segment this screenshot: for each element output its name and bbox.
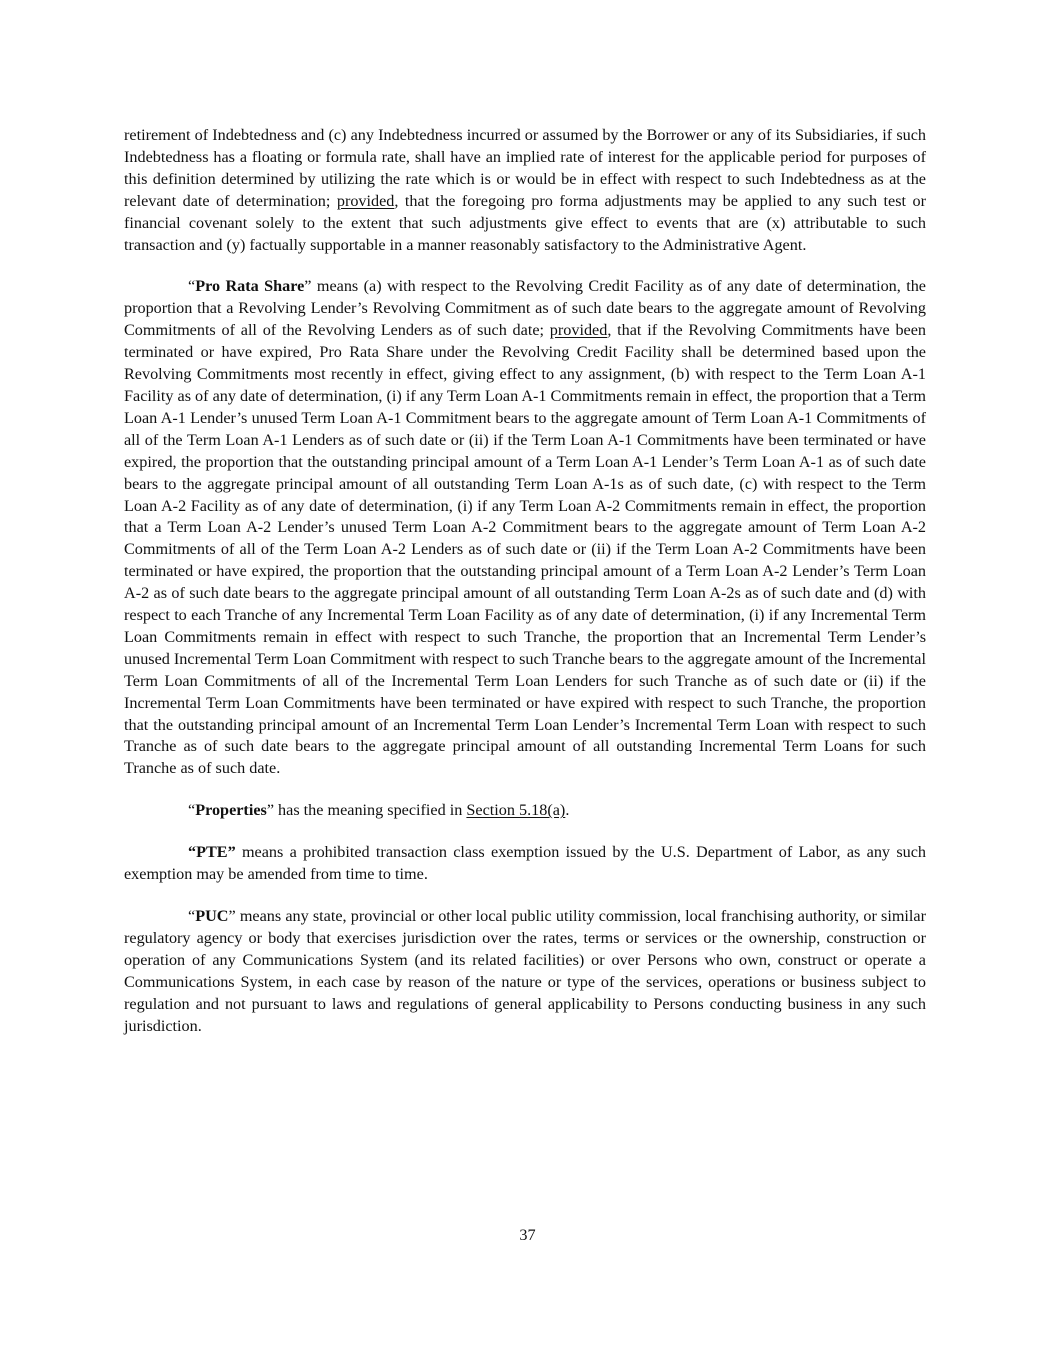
definition-text: means any state, provincial or other local public utility commission, local franchising authority, or similar regulatory agency or body that exercises jurisdiction over the rates, terms or services or the ownership, construction or operation of any Communications System (and its related facilities) or over Persons who own, construct or operate a Communications System, in each case by reason of the nature or type of the services, operations or business subject to regulation and not pursuant to laws and regulations of general applicability to Persons conducting business in any such jurisdiction. (124, 907, 926, 1035)
definition-pte (124, 842, 926, 886)
defined-term: Properties (195, 801, 267, 820)
close-quote: ” (304, 277, 312, 296)
definition-text: , that if the Revolving Commitments have been terminated or have expired, Pro Rata Share under the Revolving Credit Facility shall be determined based upon the Revolving Commitments most recently in effect, giving effect to any assignment, (b) with respect to the Term Loan A-1 Facility as of any date of determination, (i) if any Term Loan A-1 Commitments remain in effect, the proportion that a Term Loan A-1 Lender’s unused Term Loan A-1 Commitment bears to the aggregate amount of Term Loan A-1 Commitments of all of the Term Loan A-1 Lenders as of such date or (ii) if the Term Loan A-1 Commitments have been terminated or have expired, the proportion that the outstanding principal amount of a Term Loan A-1 Lender’s Term Loan A-1 as of such date bears to the aggregate principal amount of all outstanding Term Loan A-1s as of such date, (c) with respect to the Term Loan A-2 Facility as of any date of determination, (i) if any Term Loan A-2 Commitments remain in effect, the proportion that a Term Loan A-2 Lender’s unused Term Loan A-2 Commitment bears to the aggregate amount of Term Loan A-2 Commitments of all of the Term Loan A-2 Lenders as of such date or (ii) if the Term Loan A-2 Commitments have been terminated or have expired, the proportion that the outstanding principal amount of a Term Loan A-2 Lender’s Term Loan A-2 as of such date bears to the aggregate principal amount of all outstanding Term Loan A-2s as of such date and (d) with respect to each Tranche of any Incremental Term Loan Facility as of any date of determination, (i) if any Incremental Term Loan Commitments remain in effect with respect to such Tranche, the proportion that an Incremental Term Lender’s unused Incremental Term Loan Commitment with respect to such Tranche bears to the aggregate amount of the Incremental Term Loan Commitments of all of the Incremental Term Loan Lenders for such Tranche as of such date or (ii) if the Incremental Term Loan Commitments have been terminated or have expired with respect to such Tranche, the proportion that the outstanding principal amount of an Incremental Term Loan Lender’s Incremental Term Loan with respect to such Tranche as of such date bears to the aggregate principal amount of all outstanding Incremental Term Loans for such Tranche as of such date. (124, 321, 926, 778)
definition-end: . (565, 801, 570, 820)
definition-properties (124, 800, 926, 822)
open-quote: “ (188, 801, 196, 820)
open-quote: “ (188, 907, 196, 925)
definition-text: has the meaning specified in (274, 801, 467, 820)
paragraph-text: , that the foregoing pro forma adjustments may be applied to any such test or financial covenant solely to the extent that such adjustments give effect to events that are (x) attributable to such transaction and (y) factually supportable in a manner reasonably satisfactory to the Administrative Agent. (124, 191, 926, 254)
definition-text: means a prohibited transaction class exemption issued by the U.S. Department of Labor, as any such exemption may be amended from time to time. (124, 843, 926, 884)
definition-puc (124, 906, 926, 1037)
defined-term: Pro Rata Share (195, 277, 305, 296)
defined-term: “PTE” (188, 843, 236, 862)
provided-underlined: provided (336, 191, 395, 210)
document-page (124, 125, 926, 1057)
paragraph-indebtedness-continuation (124, 125, 926, 256)
definition-text: means (a) with respect to the Revolving Credit Facility as of any date of determination, the proportion that a Revolving Lender’s Revolving Commitment as of such date bears to the aggregate amount of Revolving Commitments of all of the Revolving Lenders as of such date; (124, 277, 926, 340)
close-quote: ” (228, 907, 236, 925)
provided-underlined: provided (549, 321, 608, 340)
page-number: 37 (519, 1226, 536, 1244)
defined-term: PUC (195, 907, 229, 925)
section-reference: Section 5.18(a) (466, 801, 566, 820)
close-quote: ” (266, 801, 274, 820)
paragraph-text: retirement of Indebtedness and (c) any Indebtedness incurred or assumed by the Borrower or any of its Subsidiaries, if such Indebtedness has a floating or formula rate, shall have an implied rate of interest for the applicable period for purposes of this definition determined by utilizing the rate which is or would be in effect with respect to such Indebtedness as at the relevant date of determination; (124, 126, 926, 210)
definition-pro-rata-share (124, 276, 926, 780)
open-quote: “ (188, 277, 196, 296)
